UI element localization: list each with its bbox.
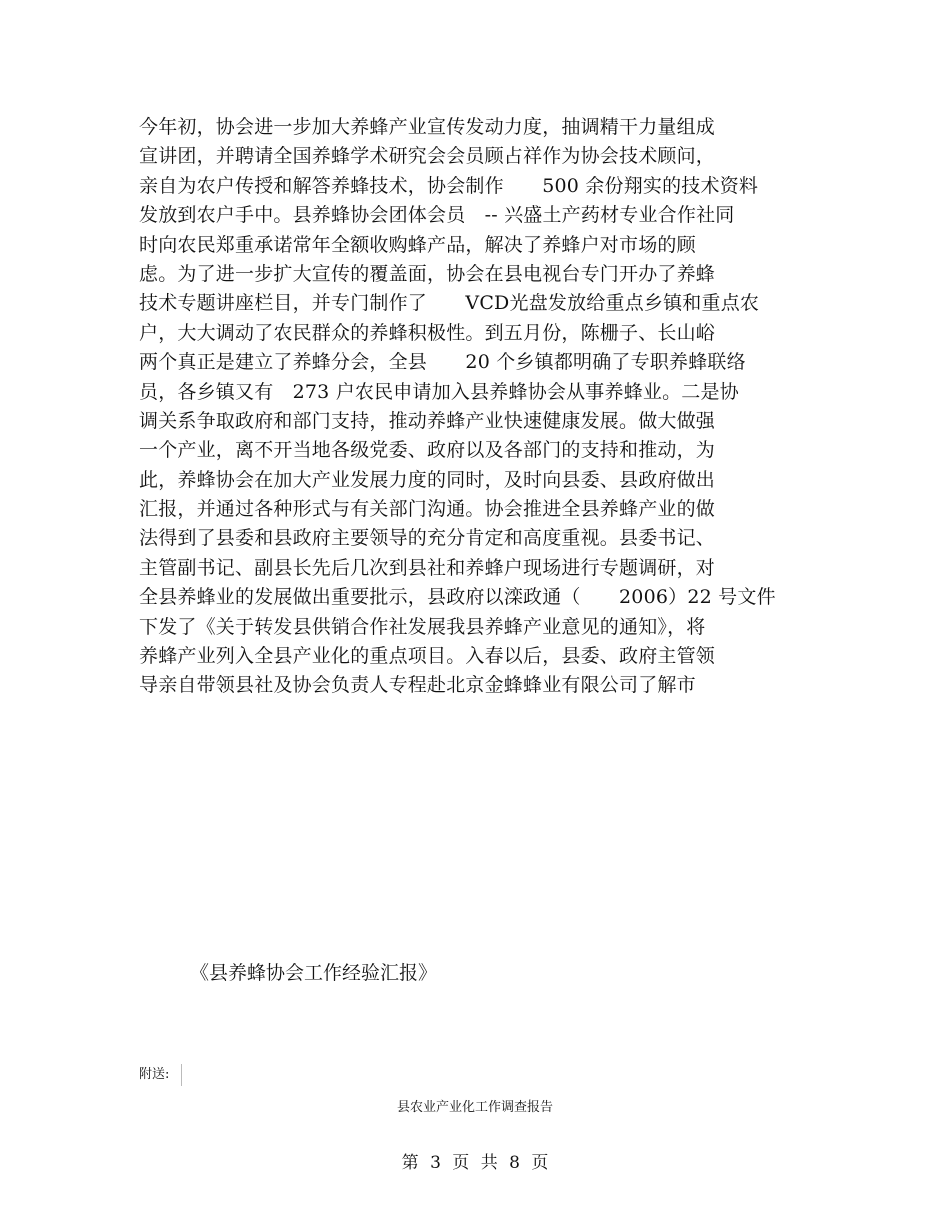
body-line: 养蜂产业列入全县产业化的重点项目。入春以后，县委、政府主管领 — [139, 645, 716, 668]
body-line: 亲自为农户传授和解答养蜂技术，协会制作 500 余份翔实的技术资料 — [139, 174, 759, 197]
body-line: 汇报，并通过各种形式与有关部门沟通。协会推进全县养蜂产业的做 — [139, 498, 716, 521]
body-line: 宣讲团，并聘请全国养蜂学术研究会会员顾占祥作为协会技术顾问， — [139, 145, 716, 168]
body-line: 调关系争取政府和部门支持，推动养蜂产业快速健康发展。做大做强 — [139, 409, 716, 432]
body-line: 两个真正是建立了养蜂分会，全县 20 个乡镇都明确了专职养蜂联络 — [139, 351, 746, 374]
body-line: 法得到了县委和县政府主要领导的充分肯定和高度重视。县委书记、 — [139, 527, 716, 550]
body-line: 主管副书记、副县长先后几次到县社和养蜂户现场进行专题调研，对 — [139, 556, 716, 579]
document-title: 《县养蜂协会工作经验汇报》 — [190, 962, 438, 984]
page-number: 第 3 页 共 8 页 — [401, 1153, 549, 1173]
body-line: 全县养蜂业的发展做出重要批示，县政府以滦政通（ 2006）22 号文件 — [139, 586, 776, 609]
body-line: 时向农民郑重承诺常年全额收购蜂产品，解决了养蜂户对市场的顾 — [139, 233, 696, 256]
body-line: 户，大大调动了农民群众的养蜂积极性。到五月份，陈栅子、长山峪 — [139, 321, 716, 344]
footer-title: 县农业产业化工作调查报告 — [396, 1100, 553, 1115]
body-line: 发放到农户手中。县养蜂协会团体会员 -- 兴盛土产药材专业合作社同 — [139, 204, 735, 227]
body-line: 导亲自带领县社及协会负责人专程赴北京金蜂蜂业有限公司了解市 — [139, 674, 696, 697]
body-line: 员，各乡镇又有 273 户农民申请加入县养蜂协会从事养蜂业。二是协 — [139, 380, 739, 403]
body-line: 技术专题讲座栏目，并专门制作了 VCD光盘发放给重点乡镇和重点农 — [139, 292, 760, 315]
body-line: 虑。为了进一步扩大宣传的覆盖面，协会在县电视台专门开办了养蜂 — [139, 262, 716, 285]
attachment-row — [139, 1064, 182, 1086]
attachment-divider — [181, 1064, 182, 1086]
body-line: 一个产业，离不开当地各级党委、政府以及各部门的支持和推动，为 — [139, 439, 716, 462]
body-text — [139, 113, 819, 701]
body-line: 下发了《关于转发县供销合作社发展我县养蜂产业意见的通知》，将 — [139, 615, 706, 638]
body-line: 今年初，协会进一步加大养蜂产业宣传发动力度，抽调精干力量组成 — [139, 116, 716, 138]
attachment-label: 附送: — [139, 1067, 170, 1082]
body-line: 此，养蜂协会在加大产业发展力度的同时，及时向县委、县政府做出 — [139, 468, 716, 491]
